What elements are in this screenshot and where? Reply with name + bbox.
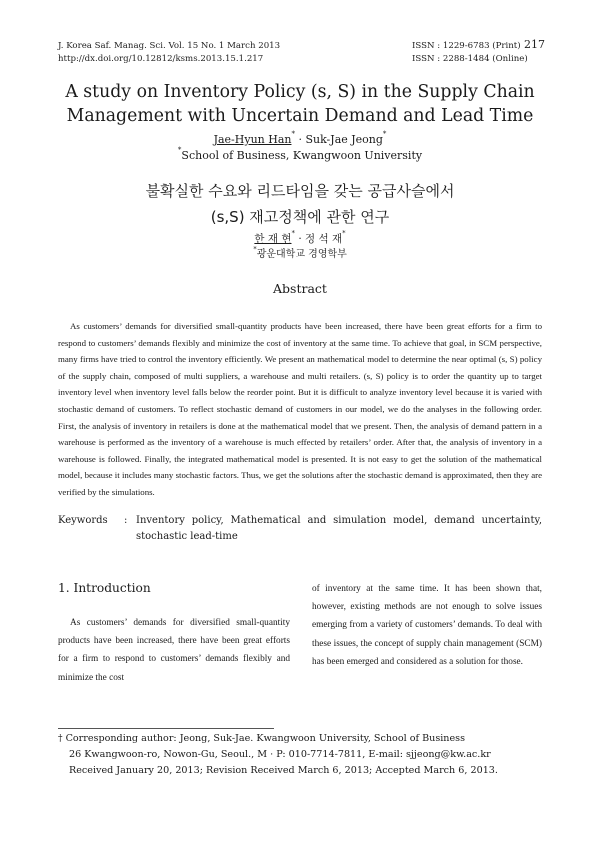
abstract-heading: Abstract	[273, 281, 327, 296]
korean-author-name-1: 한 재 현	[254, 233, 292, 245]
author-affiliation	[40, 148, 560, 164]
author-mark-1: *	[291, 130, 295, 138]
korean-title-line-2: (s,S) 재고정책에 관한 연구	[210, 208, 390, 226]
abstract-body: As customers’ demands for diversified small-quantity products have been increased, there have been great efforts for a firm to respond to customers’ demands flexibly and minimize the cost of inventory at the same time. To achieve that goal, in SCM perspective, many firms have tried to control the inventory efficiently. We present an mathematical model to determine the near optimal (s, S) policy of the supply chain, composed of multi suppliers, a warehouse and multi retailers. (s, S) policy is to order the quantity up to target inventory level when inventory level falls below the reorder point. But it is difficult to analyze inventory level because it is varied with stochastic demand of customers. To reflect stochastic demand of customers in our model, we do the analyses in the following order. First, the analysis of inventory in retailers is done at the mathematical model that we present. Then, the analysis of demand pattern in a warehouse is performed as the inventory of a warehouse is much effected by retailers’ order. After that, the analysis of inventory in a warehouse is followed. Finally, the integrated mathematical model is presented. It is not easy to get the solution of the mathematical model, because it includes many stochastic factors. Thus, we get the solutions after the stochastic demand is approximated, then they are verified by the simulations.	[58, 321, 542, 497]
korean-author-name-2: 정 석 재	[305, 233, 343, 245]
author-name-1: Jae-Hyun Han	[213, 133, 292, 146]
paper-title-line-1: A study on Inventory Policy (s, S) in the Supply Chain	[65, 82, 535, 102]
page-number: 217	[524, 38, 545, 51]
author-separator: ·	[294, 133, 306, 146]
korean-affiliation-text: 광운대학교 경영학부	[256, 249, 347, 260]
introduction-left-column: As customers’ demands for diversified small-quantity products have been increased, there have been great efforts for a firm to respond to customers’ demands flexibly and minimize the cost	[58, 618, 290, 683]
korean-author-mark-2: *	[342, 229, 346, 237]
korean-author-list	[40, 231, 560, 247]
author-list	[40, 132, 560, 148]
footnote-line-3: Received January 20, 2013; Revision Received March 6, 2013; Accepted March 6, 2013.	[69, 765, 498, 776]
korean-author-separator: ·	[294, 233, 305, 245]
korean-title	[40, 178, 560, 230]
issn-print: ISSN : 1229-6783 (Print)	[412, 41, 521, 51]
korean-title-line-1: 불확실한 수요와 리드타임을 갖는 공급사슬에서	[145, 182, 455, 200]
footnote-line-1	[58, 731, 558, 747]
issn-online: ISSN : 2288-1484 (Online)	[412, 54, 528, 64]
footnote-author-text: Corresponding author: Jeong, Suk-Jae. Kwangwoon University, School of Business	[65, 733, 466, 744]
affiliation-mark: *	[177, 146, 182, 154]
section-heading-introduction: 1. Introduction	[58, 581, 151, 595]
keywords-label: Keywords	[58, 515, 108, 526]
running-header-right	[412, 40, 528, 66]
footnote-line-2: 26 Kwangwoon-ro, Nowon-Gu, Seoul., M · P: 010-7714-7811, E-mail: sjjeong@kw.ac.kr	[69, 749, 491, 760]
introduction-right-column: of inventory at the same time. It has been shown that, however, existing methods are not enough to solve issues emerging from a variety of customers’ demands. To deal with these issues, the concept of supply chain management (SCM) has been emerged and considered as a solution for those.	[312, 584, 542, 667]
dagger-mark: †	[58, 734, 63, 744]
keywords-colon: :	[124, 515, 128, 526]
journal-citation: J. Korea Saf. Manag. Sci. Vol. 15 No. 1 March 2013	[58, 41, 281, 51]
doi-link[interactable]: http://dx.doi.org/10.12812/ksms.2013.15.1.217	[58, 54, 264, 64]
paper-title-line-2: Management with Uncertain Demand and Lead Time	[66, 106, 534, 126]
author-name-2: Suk-Jae Jeong	[305, 133, 383, 146]
author-mark-2: *	[382, 130, 387, 138]
footnote-divider	[58, 728, 274, 729]
running-header-left	[58, 40, 280, 66]
paper-title	[40, 80, 560, 128]
corresponding-author-footnote	[58, 731, 558, 779]
affiliation-text: School of Business, Kwangwoon University	[181, 149, 423, 162]
korean-affiliation	[40, 247, 560, 263]
keywords-text: Inventory policy, Mathematical and simulation model, demand uncertainty, stochastic lead-time	[136, 515, 542, 542]
korean-author-mark-1: *	[291, 229, 295, 237]
korean-affiliation-mark: *	[253, 245, 257, 253]
